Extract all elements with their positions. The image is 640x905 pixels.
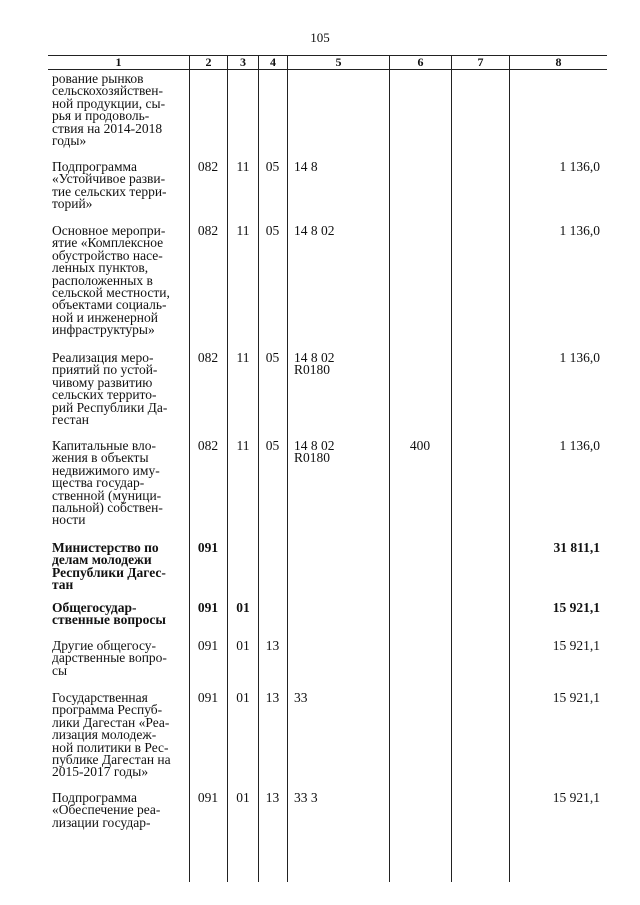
cell-c8: 1 136,0 [559,223,600,238]
cell-c4: 05 [265,350,280,365]
row-name: Министерство по делам молодежи Республики Дагес- тан [52,540,166,593]
cell-c8: 1 136,0 [559,350,600,365]
cell-c4: 13 [265,638,280,653]
cell-c2: 091 [197,638,219,653]
column-divider [258,55,259,882]
row-name: рование рынков сельскохозяйствен- ной продукции, сы- рья и продоволь- ствия на 2014-2018 годы» [52,71,166,149]
column-header: 3 [240,55,246,69]
column-header: 7 [477,55,484,69]
cell-c3: 11 [236,223,250,238]
budget-table [48,52,607,882]
cell-c8: 1 136,0 [559,438,600,453]
cell-c2: 091 [197,790,219,805]
cell-c8: 15 921,1 [552,690,600,705]
cell-c4: 05 [265,223,280,238]
row-name: Подпрограмма «Устойчивое разви- тие сельских терри- торий» [52,159,167,212]
cell-c5: 14 8 02 [294,223,335,238]
column-divider [287,55,288,882]
column-header: 2 [205,55,212,69]
cell-c3: 01 [236,690,250,705]
cell-c8: 1 136,0 [559,159,600,174]
column-divider [189,55,190,882]
cell-c8: 31 811,1 [553,540,600,555]
cell-c3: 11 [236,350,250,365]
cell-c5: 14 8 02 R0180 [294,350,335,378]
cell-c5: 33 3 [294,790,318,805]
cell-c4: 13 [265,790,280,805]
cell-c8: 15 921,1 [552,638,600,653]
column-divider [451,55,452,882]
cell-c2: 091 [197,690,219,705]
row-name: Основное меропри- ятие «Комплексное обустройство насе- ленных пунктов, расположенных в сельской местности, объектами социаль- ной и инженерной инфраструктуры» [52,223,170,338]
cell-c2: 082 [197,159,219,174]
row-name: Капитальные вло- жения в объекты недвижимого иму- щества государ- ственной (муници- пальной) собствен- ности [52,438,163,528]
cell-c5: 33 [294,690,308,705]
cell-c5: 14 8 [294,159,318,174]
column-header: 1 [115,55,122,69]
cell-c3: 01 [236,790,250,805]
cell-c4: 05 [265,438,280,453]
column-header: 6 [417,55,424,69]
cell-c3: 01 [236,600,250,615]
cell-c6: 400 [409,438,431,453]
column-header: 4 [270,55,276,69]
header-bottom-border [48,69,607,70]
cell-c2: 082 [197,438,219,453]
cell-c3: 01 [236,638,250,653]
row-name: Подпрограмма «Обеспечение реа- лизации государ- [52,790,161,830]
row-name: Реализация меро- приятий по устой- чивому развитию сельских террито- рий Республики Да- гестан [52,350,168,428]
cell-c5: 14 8 02 R0180 [294,438,335,466]
cell-c4: 13 [265,690,280,705]
row-name: Государственная программа Респуб- лики Дагестан «Реа- лизация молодеж- ной политики в Рес- публике Дагестан на 2015-2017 годы» [52,690,171,780]
row-name: Другие общегосу- дарственные вопро- сы [52,638,167,678]
cell-c2: 082 [197,223,219,238]
cell-c8: 15 921,1 [552,600,600,615]
cell-c2: 082 [197,350,219,365]
cell-c3: 11 [236,438,250,453]
column-divider [389,55,390,882]
cell-c3: 11 [236,159,250,174]
column-header: 8 [555,55,562,69]
row-name: Общегосудар- ственные вопросы [52,600,166,628]
page-number: 105 [310,30,330,45]
column-divider [509,55,510,882]
column-header: 5 [335,55,342,69]
column-divider [227,55,228,882]
cell-c2: 091 [197,540,219,555]
cell-c2: 091 [197,600,219,615]
cell-c8: 15 921,1 [552,790,600,805]
cell-c4: 05 [265,159,280,174]
